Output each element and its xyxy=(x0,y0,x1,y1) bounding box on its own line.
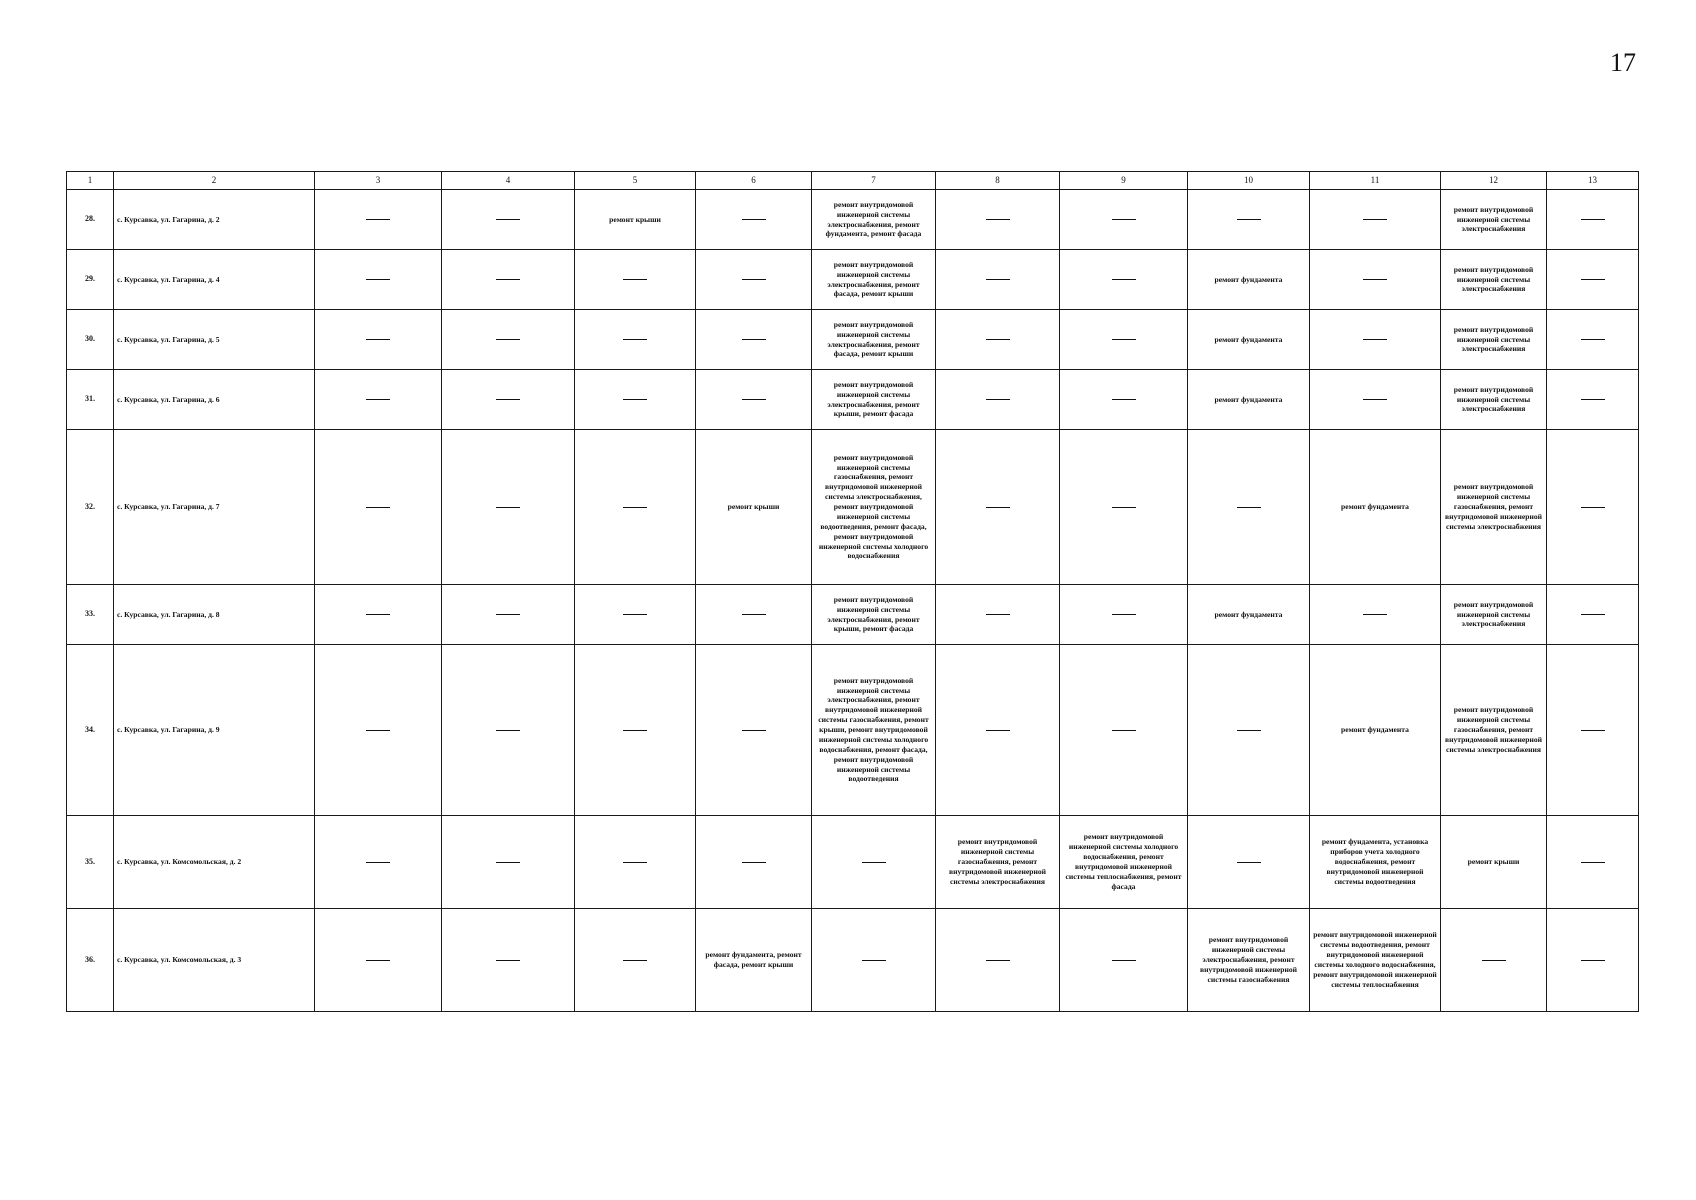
dash-mark xyxy=(1482,960,1506,961)
table-row xyxy=(67,816,1639,909)
dash-mark xyxy=(623,339,647,340)
dash-mark xyxy=(1581,730,1605,731)
dash-mark xyxy=(623,614,647,615)
table-row xyxy=(67,370,1639,430)
empty-cell xyxy=(442,370,575,430)
repair-work-cell: ремонт внутридомовой инженерной системы электроснабжения xyxy=(1441,310,1547,370)
dash-mark xyxy=(742,339,766,340)
dash-mark xyxy=(1363,399,1387,400)
dash-mark xyxy=(366,399,390,400)
table-row xyxy=(67,430,1639,585)
dash-mark xyxy=(742,279,766,280)
empty-cell xyxy=(1060,909,1188,1012)
empty-cell xyxy=(696,190,812,250)
empty-cell xyxy=(1441,909,1547,1012)
table-row xyxy=(67,190,1639,250)
empty-cell xyxy=(442,430,575,585)
empty-cell xyxy=(1188,190,1310,250)
dash-mark xyxy=(1581,960,1605,961)
address-cell: с. Курсавка, ул. Гагарина, д. 7 xyxy=(114,430,315,585)
empty-cell xyxy=(1310,310,1441,370)
repair-work-cell: ремонт фундамента xyxy=(1188,585,1310,645)
dash-mark xyxy=(496,960,520,961)
empty-cell xyxy=(442,585,575,645)
dash-mark xyxy=(366,614,390,615)
dash-mark xyxy=(623,507,647,508)
address-cell: с. Курсавка, ул. Гагарина, д. 5 xyxy=(114,310,315,370)
repair-work-cell: ремонт внутридомовой инженерной системы газоснабжения, ремонт внутридомовой инженерной системы электроснабжения xyxy=(936,816,1060,909)
empty-cell xyxy=(1547,645,1639,816)
repair-work-cell: ремонт внутридомовой инженерной системы электроснабжения xyxy=(1441,190,1547,250)
dash-mark xyxy=(496,730,520,731)
dash-mark xyxy=(862,862,886,863)
empty-cell xyxy=(442,250,575,310)
repair-work-cell: ремонт внутридомовой инженерной системы водоотведения, ремонт внутридомовой инженерной системы холодного водоснабжения, ремонт внутридомовой инженерной системы теплоснабжения xyxy=(1310,909,1441,1012)
dash-mark xyxy=(366,960,390,961)
repair-work-cell: ремонт внутридомовой инженерной системы электроснабжения, ремонт фасада, ремонт крыши xyxy=(812,250,936,310)
empty-cell xyxy=(936,190,1060,250)
row-number-cell: 35. xyxy=(67,816,114,909)
empty-cell xyxy=(1310,250,1441,310)
dash-mark xyxy=(496,862,520,863)
dash-mark xyxy=(366,730,390,731)
empty-cell xyxy=(1310,585,1441,645)
empty-cell xyxy=(1547,816,1639,909)
dash-mark xyxy=(1581,399,1605,400)
empty-cell xyxy=(315,310,442,370)
column-header-12: 12 xyxy=(1441,172,1547,190)
repair-work-cell: ремонт внутридомовой инженерной системы электроснабжения, ремонт крыши, ремонт фасада xyxy=(812,585,936,645)
empty-cell xyxy=(696,310,812,370)
empty-cell xyxy=(1547,370,1639,430)
dash-mark xyxy=(366,862,390,863)
empty-cell xyxy=(1060,430,1188,585)
empty-cell xyxy=(1060,370,1188,430)
empty-cell xyxy=(696,816,812,909)
column-header-1: 1 xyxy=(67,172,114,190)
repair-work-cell: ремонт фундамента, ремонт фасада, ремонт крыши xyxy=(696,909,812,1012)
row-number-cell: 31. xyxy=(67,370,114,430)
dash-mark xyxy=(1581,279,1605,280)
dash-mark xyxy=(496,279,520,280)
dash-mark xyxy=(366,339,390,340)
dash-mark xyxy=(1112,730,1136,731)
table-row xyxy=(67,585,1639,645)
dash-mark xyxy=(1363,614,1387,615)
address-cell: с. Курсавка, ул. Гагарина, д. 6 xyxy=(114,370,315,430)
dash-mark xyxy=(496,219,520,220)
empty-cell xyxy=(1060,310,1188,370)
empty-cell xyxy=(936,585,1060,645)
empty-cell xyxy=(442,645,575,816)
table-row xyxy=(67,310,1639,370)
row-number-cell: 36. xyxy=(67,909,114,1012)
empty-cell xyxy=(1547,909,1639,1012)
repair-work-cell: ремонт фундамента, установка приборов учета холодного водоснабжения, ремонт внутридомовой инженерной системы водоотведения xyxy=(1310,816,1441,909)
dash-mark xyxy=(1581,862,1605,863)
column-header-10: 10 xyxy=(1188,172,1310,190)
empty-cell xyxy=(315,430,442,585)
row-number-cell: 34. xyxy=(67,645,114,816)
repair-work-cell: ремонт внутридомовой инженерной системы газоснабжения, ремонт внутридомовой инженерной системы электроснабжения, ремонт внутридомовой инженерной системы водоотведения, ремонт фасада, ремонт внутридомовой инженерной системы холодного водоснабжения xyxy=(812,430,936,585)
empty-cell xyxy=(696,645,812,816)
dash-mark xyxy=(366,219,390,220)
address-cell: с. Курсавка, ул. Гагарина, д. 4 xyxy=(114,250,315,310)
repair-work-cell: ремонт внутридомовой инженерной системы электроснабжения xyxy=(1441,585,1547,645)
dash-mark xyxy=(623,960,647,961)
empty-cell xyxy=(1188,645,1310,816)
page-number: 17 xyxy=(1610,48,1636,77)
dash-mark xyxy=(1112,219,1136,220)
repair-work-cell: ремонт фундамента xyxy=(1310,430,1441,585)
dash-mark xyxy=(366,507,390,508)
empty-cell xyxy=(936,370,1060,430)
dash-mark xyxy=(623,862,647,863)
dash-mark xyxy=(1363,339,1387,340)
dash-mark xyxy=(986,730,1010,731)
row-number-cell: 32. xyxy=(67,430,114,585)
empty-cell xyxy=(1547,250,1639,310)
empty-cell xyxy=(1060,190,1188,250)
row-number-cell: 33. xyxy=(67,585,114,645)
address-cell: с. Курсавка, ул. Гагарина, д. 2 xyxy=(114,190,315,250)
repair-work-cell: ремонт фундамента xyxy=(1188,250,1310,310)
dash-mark xyxy=(742,862,766,863)
repair-work-cell: ремонт крыши xyxy=(696,430,812,585)
empty-cell xyxy=(812,816,936,909)
empty-cell xyxy=(315,190,442,250)
dash-mark xyxy=(496,507,520,508)
empty-cell xyxy=(1310,190,1441,250)
repair-work-cell: ремонт крыши xyxy=(1441,816,1547,909)
dash-mark xyxy=(1112,507,1136,508)
dash-mark xyxy=(742,614,766,615)
empty-cell xyxy=(1547,430,1639,585)
repair-work-cell: ремонт внутридомовой инженерной системы электроснабжения, ремонт крыши, ремонт фасада xyxy=(812,370,936,430)
empty-cell xyxy=(575,909,696,1012)
empty-cell xyxy=(315,585,442,645)
dash-mark xyxy=(623,279,647,280)
repair-work-cell: ремонт внутридомовой инженерной системы холодного водоснабжения, ремонт внутридомовой инженерной системы теплоснабжения, ремонт фасада xyxy=(1060,816,1188,909)
dash-mark xyxy=(1237,862,1261,863)
column-header-8: 8 xyxy=(936,172,1060,190)
repair-work-cell: ремонт внутридомовой инженерной системы газоснабжения, ремонт внутридомовой инженерной системы электроснабжения xyxy=(1441,645,1547,816)
column-header-6: 6 xyxy=(696,172,812,190)
dash-mark xyxy=(1237,219,1261,220)
dash-mark xyxy=(1363,219,1387,220)
empty-cell xyxy=(696,250,812,310)
empty-cell xyxy=(575,585,696,645)
dash-mark xyxy=(366,279,390,280)
table-row xyxy=(67,909,1639,1012)
address-cell: с. Курсавка, ул. Комсомольская, д. 3 xyxy=(114,909,315,1012)
empty-cell xyxy=(315,645,442,816)
empty-cell xyxy=(936,430,1060,585)
dash-mark xyxy=(742,399,766,400)
row-number-cell: 30. xyxy=(67,310,114,370)
repair-work-cell: ремонт внутридомовой инженерной системы электроснабжения, ремонт внутридомовой инженерной системы газоснабжения xyxy=(1188,909,1310,1012)
column-header-5: 5 xyxy=(575,172,696,190)
dash-mark xyxy=(1237,507,1261,508)
dash-mark xyxy=(1581,614,1605,615)
repair-work-cell: ремонт внутридомовой инженерной системы электроснабжения, ремонт фасада, ремонт крыши xyxy=(812,310,936,370)
dash-mark xyxy=(623,399,647,400)
dash-mark xyxy=(1112,399,1136,400)
empty-cell xyxy=(936,645,1060,816)
column-header-9: 9 xyxy=(1060,172,1188,190)
empty-cell xyxy=(575,310,696,370)
empty-cell xyxy=(696,585,812,645)
repair-work-cell: ремонт фундамента xyxy=(1310,645,1441,816)
dash-mark xyxy=(1112,339,1136,340)
empty-cell xyxy=(575,370,696,430)
empty-cell xyxy=(696,370,812,430)
row-number-cell: 29. xyxy=(67,250,114,310)
repair-work-cell: ремонт внутридомовой инженерной системы электроснабжения xyxy=(1441,250,1547,310)
dash-mark xyxy=(496,339,520,340)
repair-work-cell: ремонт внутридомовой инженерной системы газоснабжения, ремонт внутридомовой инженерной системы электроснабжения xyxy=(1441,430,1547,585)
empty-cell xyxy=(315,909,442,1012)
empty-cell xyxy=(1547,310,1639,370)
repair-work-cell: ремонт фундамента xyxy=(1188,370,1310,430)
dash-mark xyxy=(986,279,1010,280)
dash-mark xyxy=(986,614,1010,615)
address-cell: с. Курсавка, ул. Гагарина, д. 8 xyxy=(114,585,315,645)
dash-mark xyxy=(1363,279,1387,280)
dash-mark xyxy=(986,339,1010,340)
column-header-13: 13 xyxy=(1547,172,1639,190)
repair-work-cell: ремонт крыши xyxy=(575,190,696,250)
dash-mark xyxy=(1581,219,1605,220)
column-header-3: 3 xyxy=(315,172,442,190)
dash-mark xyxy=(986,507,1010,508)
empty-cell xyxy=(575,250,696,310)
empty-cell xyxy=(442,816,575,909)
empty-cell xyxy=(936,909,1060,1012)
empty-cell xyxy=(1188,430,1310,585)
dash-mark xyxy=(1237,730,1261,731)
empty-cell xyxy=(812,909,936,1012)
column-number-header-row xyxy=(67,172,1639,190)
repair-schedule-table xyxy=(66,171,1639,1012)
empty-cell xyxy=(936,310,1060,370)
column-header-7: 7 xyxy=(812,172,936,190)
empty-cell xyxy=(1547,585,1639,645)
dash-mark xyxy=(742,219,766,220)
repair-work-cell: ремонт внутридомовой инженерной системы электроснабжения, ремонт фундамента, ремонт фасада xyxy=(812,190,936,250)
repair-work-cell: ремонт фундамента xyxy=(1188,310,1310,370)
dash-mark xyxy=(1581,507,1605,508)
table-row xyxy=(67,250,1639,310)
dash-mark xyxy=(986,960,1010,961)
empty-cell xyxy=(315,816,442,909)
empty-cell xyxy=(442,190,575,250)
empty-cell xyxy=(442,909,575,1012)
column-header-11: 11 xyxy=(1310,172,1441,190)
empty-cell xyxy=(575,816,696,909)
repair-work-cell: ремонт внутридомовой инженерной системы электроснабжения, ремонт внутридомовой инженерной системы газоснабжения, ремонт крыши, ремонт внутридомовой инженерной системы холодного водоснабжения, ремонт фасада, ремонт внутридомовой инженерной системы водоотведения xyxy=(812,645,936,816)
empty-cell xyxy=(1547,190,1639,250)
empty-cell xyxy=(315,370,442,430)
dash-mark xyxy=(496,614,520,615)
column-header-4: 4 xyxy=(442,172,575,190)
address-cell: с. Курсавка, ул. Гагарина, д. 9 xyxy=(114,645,315,816)
empty-cell xyxy=(1188,816,1310,909)
empty-cell xyxy=(1060,645,1188,816)
empty-cell xyxy=(575,430,696,585)
dash-mark xyxy=(623,730,647,731)
dash-mark xyxy=(1112,279,1136,280)
empty-cell xyxy=(575,645,696,816)
dash-mark xyxy=(986,399,1010,400)
dash-mark xyxy=(742,730,766,731)
dash-mark xyxy=(986,219,1010,220)
table-row xyxy=(67,645,1639,816)
column-header-2: 2 xyxy=(114,172,315,190)
empty-cell xyxy=(442,310,575,370)
dash-mark xyxy=(496,399,520,400)
dash-mark xyxy=(1112,960,1136,961)
repair-work-cell: ремонт внутридомовой инженерной системы электроснабжения xyxy=(1441,370,1547,430)
dash-mark xyxy=(1112,614,1136,615)
empty-cell xyxy=(315,250,442,310)
empty-cell xyxy=(936,250,1060,310)
dash-mark xyxy=(862,960,886,961)
empty-cell xyxy=(1310,370,1441,430)
address-cell: с. Курсавка, ул. Комсомольская, д. 2 xyxy=(114,816,315,909)
dash-mark xyxy=(1581,339,1605,340)
empty-cell xyxy=(1060,250,1188,310)
empty-cell xyxy=(1060,585,1188,645)
row-number-cell: 28. xyxy=(67,190,114,250)
